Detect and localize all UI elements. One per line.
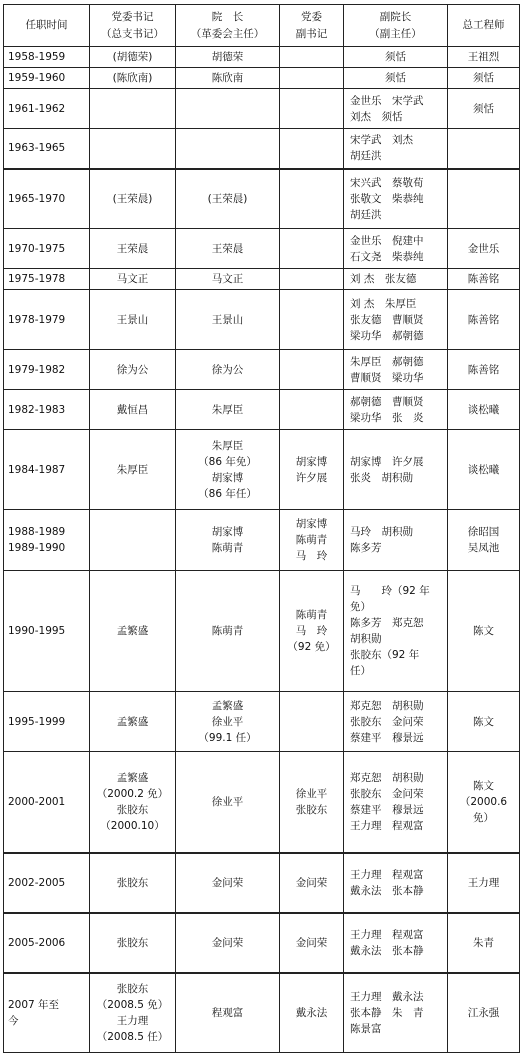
table-row xyxy=(4,390,520,430)
cell-chief-engineer: 陈文 xyxy=(448,692,520,752)
cell-deputy-secretary xyxy=(280,129,344,169)
cell-deputy-secretary xyxy=(280,269,344,290)
cell-vice-president: 刘 杰 张友德 xyxy=(344,269,448,290)
cell-president: 孟繁盛 徐业平 （99.1 任） xyxy=(176,692,280,752)
cell-period: 1965-1970 xyxy=(4,169,90,229)
header-president: 院 长 （革委会主任） xyxy=(176,5,280,47)
cell-deputy-secretary: 金问荣 xyxy=(280,913,344,973)
cell-vice-president: 宋兴武 蔡敬荀 张敬文 柴恭纯 胡廷洪 xyxy=(344,169,448,229)
cell-period: 2000-2001 xyxy=(4,752,90,853)
cell-period: 1958-1959 xyxy=(4,47,90,68)
table-row xyxy=(4,510,520,571)
cell-deputy-secretary xyxy=(280,229,344,269)
table-row xyxy=(4,752,520,853)
cell-party-secretary: (胡德荣) xyxy=(90,47,176,68)
cell-deputy-secretary: 胡家博 陈萌青 马 玲 xyxy=(280,510,344,571)
cell-chief-engineer xyxy=(448,129,520,169)
cell-party-secretary: 朱厚臣 xyxy=(90,430,176,510)
cell-period: 1979-1982 xyxy=(4,350,90,390)
cell-party-secretary xyxy=(90,89,176,129)
cell-vice-president: 胡家博 许夕展 张炎 胡积勋 xyxy=(344,430,448,510)
cell-deputy-secretary xyxy=(280,290,344,350)
cell-period: 1978-1979 xyxy=(4,290,90,350)
cell-president xyxy=(176,89,280,129)
table-row xyxy=(4,89,520,129)
cell-vice-president: 金世乐 倪建中 石文尧 柴恭纯 xyxy=(344,229,448,269)
cell-party-secretary: 马文正 xyxy=(90,269,176,290)
cell-party-secretary xyxy=(90,510,176,571)
cell-vice-president: 宋学武 刘杰 胡廷洪 xyxy=(344,129,448,169)
cell-period: 1970-1975 xyxy=(4,229,90,269)
cell-party-secretary: 孟繁盛 xyxy=(90,571,176,692)
cell-vice-president: 金世乐 宋学武 刘杰 须恬 xyxy=(344,89,448,129)
cell-party-secretary: 徐为公 xyxy=(90,350,176,390)
cell-vice-president: 郑克恕 胡积勋 张胶东 金问荣 蔡建平 穆景远 王力理 程观富 xyxy=(344,752,448,853)
cell-vice-president: 郝朝德 曹顺贤 梁功华 张 炎 xyxy=(344,390,448,430)
cell-chief-engineer: 徐昭国 吴凤池 xyxy=(448,510,520,571)
cell-period: 1963-1965 xyxy=(4,129,90,169)
cell-period: 2002-2005 xyxy=(4,853,90,913)
cell-chief-engineer: 陈善铭 xyxy=(448,350,520,390)
cell-president: 王荣晨 xyxy=(176,229,280,269)
cell-period: 1959-1960 xyxy=(4,68,90,89)
cell-president: 徐为公 xyxy=(176,350,280,390)
cell-chief-engineer: 朱青 xyxy=(448,913,520,973)
cell-vice-president: 马 玲（92 年 免） 陈多芳 郑克恕 胡积勋 张胶东（92 年 任） xyxy=(344,571,448,692)
table-row xyxy=(4,290,520,350)
header-party-secretary: 党委书记 （总支书记） xyxy=(90,5,176,47)
table-row xyxy=(4,913,520,973)
cell-president: 陈欣南 xyxy=(176,68,280,89)
cell-president: 胡德荣 xyxy=(176,47,280,68)
cell-chief-engineer: 须恬 xyxy=(448,89,520,129)
cell-period: 2005-2006 xyxy=(4,913,90,973)
cell-deputy-secretary xyxy=(280,350,344,390)
cell-party-secretary: 孟繁盛 （2000.2 免） 张胶东 （2000.10） xyxy=(90,752,176,853)
cell-chief-engineer: 谈松曦 xyxy=(448,430,520,510)
cell-president: (王荣晨) xyxy=(176,169,280,229)
table-row xyxy=(4,853,520,913)
leadership-table xyxy=(3,4,520,1053)
cell-vice-president: 朱厚臣 郝朝德 曹顺贤 梁功华 xyxy=(344,350,448,390)
cell-chief-engineer: 须恬 xyxy=(448,68,520,89)
table-row xyxy=(4,269,520,290)
cell-vice-president: 郑克恕 胡积勋 张胶东 金问荣 蔡建平 穆景远 xyxy=(344,692,448,752)
cell-vice-president: 马玲 胡积勋 陈多芳 xyxy=(344,510,448,571)
cell-vice-president: 王力理 戴永法 张本静 朱 青 陈景富 xyxy=(344,973,448,1053)
cell-party-secretary xyxy=(90,129,176,169)
cell-period: 1984-1987 xyxy=(4,430,90,510)
header-vice-president: 副院长 （副主任） xyxy=(344,5,448,47)
cell-vice-president: 刘 杰 朱厚臣 张友德 曹顺贤 梁功华 郝朝德 xyxy=(344,290,448,350)
cell-president: 马文正 xyxy=(176,269,280,290)
cell-chief-engineer: 王力理 xyxy=(448,853,520,913)
cell-party-secretary: 张胶东 xyxy=(90,913,176,973)
cell-period: 1988-1989 1989-1990 xyxy=(4,510,90,571)
table-row xyxy=(4,129,520,169)
cell-chief-engineer: 陈文 （2000.6 免） xyxy=(448,752,520,853)
cell-deputy-secretary: 胡家博 许夕展 xyxy=(280,430,344,510)
table-row xyxy=(4,571,520,692)
table-row xyxy=(4,430,520,510)
cell-chief-engineer: 陈文 xyxy=(448,571,520,692)
cell-vice-president: 王力理 程观富 戴永法 张本静 xyxy=(344,913,448,973)
header-deputy-secretary: 党委 副书记 xyxy=(280,5,344,47)
cell-chief-engineer: 王祖烈 xyxy=(448,47,520,68)
table-row xyxy=(4,47,520,68)
cell-president: 王景山 xyxy=(176,290,280,350)
header-period: 任职时间 xyxy=(4,5,90,47)
cell-president: 金问荣 xyxy=(176,853,280,913)
cell-chief-engineer: 谈松曦 xyxy=(448,390,520,430)
header-row xyxy=(4,5,520,47)
cell-deputy-secretary xyxy=(280,692,344,752)
cell-party-secretary: 张胶东 xyxy=(90,853,176,913)
cell-deputy-secretary: 戴永法 xyxy=(280,973,344,1053)
cell-period: 1990-1995 xyxy=(4,571,90,692)
cell-party-secretary: 戴恒昌 xyxy=(90,390,176,430)
cell-vice-president: 须恬 xyxy=(344,68,448,89)
cell-deputy-secretary: 徐业平 张胶东 xyxy=(280,752,344,853)
cell-president xyxy=(176,129,280,169)
cell-period: 1982-1983 xyxy=(4,390,90,430)
cell-chief-engineer: 金世乐 xyxy=(448,229,520,269)
cell-period: 1995-1999 xyxy=(4,692,90,752)
cell-chief-engineer: 江永强 xyxy=(448,973,520,1053)
cell-deputy-secretary xyxy=(280,47,344,68)
header-chief-engineer: 总工程师 xyxy=(448,5,520,47)
table-row xyxy=(4,350,520,390)
cell-party-secretary: (王荣晨) xyxy=(90,169,176,229)
cell-deputy-secretary: 金问荣 xyxy=(280,853,344,913)
cell-party-secretary: 孟繁盛 xyxy=(90,692,176,752)
cell-party-secretary: 张胶东 （2008.5 免） 王力理 （2008.5 任） xyxy=(90,973,176,1053)
cell-president: 陈萌青 xyxy=(176,571,280,692)
cell-party-secretary: 王景山 xyxy=(90,290,176,350)
cell-chief-engineer: 陈善铭 xyxy=(448,269,520,290)
cell-president: 金问荣 xyxy=(176,913,280,973)
cell-president: 朱厚臣 xyxy=(176,390,280,430)
cell-period: 2007 年至 今 xyxy=(4,973,90,1053)
cell-period: 1975-1978 xyxy=(4,269,90,290)
table-row xyxy=(4,68,520,89)
cell-president: 胡家博 陈萌青 xyxy=(176,510,280,571)
cell-chief-engineer xyxy=(448,169,520,229)
cell-party-secretary: (陈欣南) xyxy=(90,68,176,89)
cell-vice-president: 王力理 程观富 戴永法 张本静 xyxy=(344,853,448,913)
cell-president: 朱厚臣 （86 年免） 胡家博 （86 年任） xyxy=(176,430,280,510)
cell-deputy-secretary: 陈萌青 马 玲 （92 免） xyxy=(280,571,344,692)
table-row xyxy=(4,692,520,752)
cell-deputy-secretary xyxy=(280,68,344,89)
cell-deputy-secretary xyxy=(280,169,344,229)
cell-party-secretary: 王荣晨 xyxy=(90,229,176,269)
cell-vice-president: 须恬 xyxy=(344,47,448,68)
table-row xyxy=(4,973,520,1053)
table-row xyxy=(4,169,520,229)
cell-deputy-secretary xyxy=(280,89,344,129)
cell-president: 程观富 xyxy=(176,973,280,1053)
cell-period: 1961-1962 xyxy=(4,89,90,129)
cell-chief-engineer: 陈善铭 xyxy=(448,290,520,350)
table-row xyxy=(4,229,520,269)
cell-deputy-secretary xyxy=(280,390,344,430)
cell-president: 徐业平 xyxy=(176,752,280,853)
